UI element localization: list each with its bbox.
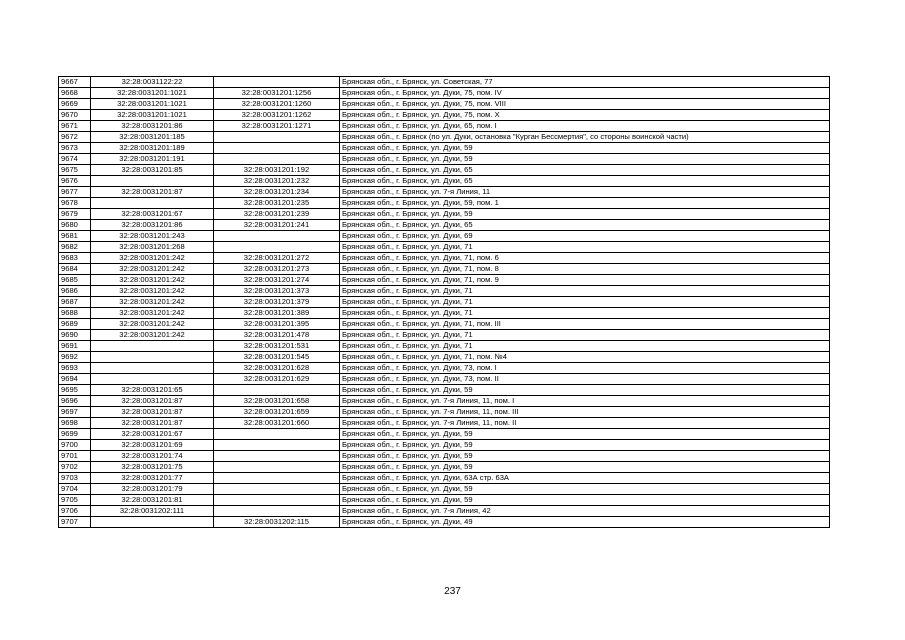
address-cell: Брянская обл., г. Брянск, ул. Советская, 77 (340, 77, 830, 88)
address-cell: Брянская обл., г. Брянск, ул. Дуки, 71 (340, 297, 830, 308)
object-cadastral-number-cell: 32:28:0031201:629 (214, 374, 340, 385)
row-number-cell: 9672 (59, 132, 91, 143)
row-number-cell: 9688 (59, 308, 91, 319)
address-cell: Брянская обл., г. Брянск, ул. Дуки, 71, пом. III (340, 319, 830, 330)
row-number-cell: 9701 (59, 451, 91, 462)
object-cadastral-number-cell (214, 231, 340, 242)
table-row (59, 374, 830, 385)
address-cell: Брянская обл., г. Брянск, ул. Дуки, 71 (340, 286, 830, 297)
object-cadastral-number-cell: 32:28:0031201:658 (214, 396, 340, 407)
table-row (59, 440, 830, 451)
table-row (59, 286, 830, 297)
row-number-cell: 9685 (59, 275, 91, 286)
address-cell: Брянская обл., г. Брянск, ул. Дуки, 59 (340, 154, 830, 165)
address-cell: Брянская обл., г. Брянск, ул. Дуки, 59 (340, 484, 830, 495)
object-cadastral-number-cell (214, 462, 340, 473)
cadastral-number-cell: 32:28:0031201:1021 (91, 110, 214, 121)
cadastral-number-cell: 32:28:0031201:74 (91, 451, 214, 462)
table-row (59, 143, 830, 154)
cadastral-number-cell: 32:28:0031201:242 (91, 319, 214, 330)
row-number-cell: 9692 (59, 352, 91, 363)
row-number-cell: 9690 (59, 330, 91, 341)
cadastral-number-cell: 32:28:0031201:185 (91, 132, 214, 143)
cadastral-number-cell: 32:28:0031201:87 (91, 407, 214, 418)
table-row (59, 330, 830, 341)
row-number-cell: 9675 (59, 165, 91, 176)
cadastral-number-cell: 32:28:0031201:242 (91, 330, 214, 341)
cadastral-number-cell: 32:28:0031201:242 (91, 253, 214, 264)
address-cell: Брянская обл., г. Брянск, ул. Дуки, 71, пом. №4 (340, 352, 830, 363)
address-cell: Брянская обл., г. Брянск, ул. Дуки, 65 (340, 176, 830, 187)
row-number-cell: 9695 (59, 385, 91, 396)
cadastral-number-cell: 32:28:0031201:81 (91, 495, 214, 506)
cadastral-number-cell: 32:28:0031122:22 (91, 77, 214, 88)
row-number-cell: 9668 (59, 88, 91, 99)
cadastral-number-cell (91, 341, 214, 352)
cadastral-number-cell: 32:28:0031202:111 (91, 506, 214, 517)
row-number-cell: 9677 (59, 187, 91, 198)
cadastral-number-cell: 32:28:0031201:243 (91, 231, 214, 242)
object-cadastral-number-cell: 32:28:0031201:659 (214, 407, 340, 418)
object-cadastral-number-cell: 32:28:0031201:628 (214, 363, 340, 374)
cadastral-number-cell: 32:28:0031201:86 (91, 220, 214, 231)
table-row (59, 77, 830, 88)
row-number-cell: 9703 (59, 473, 91, 484)
object-cadastral-number-cell: 32:28:0031201:373 (214, 286, 340, 297)
property-register-table (58, 76, 830, 528)
table-row (59, 473, 830, 484)
table-row (59, 517, 830, 528)
address-cell: Брянская обл., г. Брянск, ул. Дуки, 59 (340, 440, 830, 451)
object-cadastral-number-cell: 32:28:0031201:478 (214, 330, 340, 341)
address-cell: Брянская обл., г. Брянск, ул. Дуки, 59, пом. 1 (340, 198, 830, 209)
object-cadastral-number-cell: 32:28:0031201:274 (214, 275, 340, 286)
object-cadastral-number-cell: 32:28:0031201:545 (214, 352, 340, 363)
object-cadastral-number-cell (214, 132, 340, 143)
address-cell: Брянская обл., г. Брянск, ул. Дуки, 71 (340, 308, 830, 319)
table-row (59, 363, 830, 374)
address-cell: Брянская обл., г. Брянск, ул. Дуки, 75, пом. VIII (340, 99, 830, 110)
address-cell: Брянская обл., г. Брянск, ул. Дуки, 59 (340, 451, 830, 462)
table-row (59, 231, 830, 242)
address-cell: Брянская обл., г. Брянск, ул. Дуки, 71, пом. 8 (340, 264, 830, 275)
object-cadastral-number-cell (214, 154, 340, 165)
cadastral-number-cell: 32:28:0031201:1021 (91, 99, 214, 110)
row-number-cell: 9674 (59, 154, 91, 165)
row-number-cell: 9681 (59, 231, 91, 242)
table-row (59, 484, 830, 495)
table-row (59, 187, 830, 198)
cadastral-number-cell: 32:28:0031201:67 (91, 209, 214, 220)
object-cadastral-number-cell: 32:28:0031201:235 (214, 198, 340, 209)
object-cadastral-number-cell: 32:28:0031201:232 (214, 176, 340, 187)
object-cadastral-number-cell (214, 77, 340, 88)
table-row (59, 132, 830, 143)
address-cell: Брянская обл., г. Брянск, ул. Дуки, 71 (340, 242, 830, 253)
cadastral-number-cell: 32:28:0031201:242 (91, 286, 214, 297)
cadastral-number-cell: 32:28:0031201:86 (91, 121, 214, 132)
table-row (59, 451, 830, 462)
object-cadastral-number-cell: 32:28:0031202:115 (214, 517, 340, 528)
row-number-cell: 9673 (59, 143, 91, 154)
cadastral-number-cell (91, 363, 214, 374)
address-cell: Брянская обл., г. Брянск, ул. 7-я Линия, 11, пом. III (340, 407, 830, 418)
object-cadastral-number-cell (214, 385, 340, 396)
address-cell: Брянская обл., г. Брянск, ул. 7-я Линия, 11 (340, 187, 830, 198)
cadastral-number-cell: 32:28:0031201:79 (91, 484, 214, 495)
cadastral-number-cell: 32:28:0031201:242 (91, 275, 214, 286)
row-number-cell: 9687 (59, 297, 91, 308)
address-cell: Брянская обл., г. Брянск, ул. Дуки, 71 (340, 330, 830, 341)
cadastral-number-cell: 32:28:0031201:87 (91, 418, 214, 429)
row-number-cell: 9671 (59, 121, 91, 132)
table-row (59, 462, 830, 473)
cadastral-number-cell: 32:28:0031201:85 (91, 165, 214, 176)
address-cell: Брянская обл., г. Брянск, ул. Дуки, 73, пом. II (340, 374, 830, 385)
object-cadastral-number-cell: 32:28:0031201:192 (214, 165, 340, 176)
table-row (59, 242, 830, 253)
row-number-cell: 9694 (59, 374, 91, 385)
row-number-cell: 9678 (59, 198, 91, 209)
row-number-cell: 9682 (59, 242, 91, 253)
cadastral-number-cell: 32:28:0031201:242 (91, 264, 214, 275)
row-number-cell: 9686 (59, 286, 91, 297)
object-cadastral-number-cell (214, 429, 340, 440)
table-row (59, 319, 830, 330)
address-cell: Брянская обл., г. Брянск, ул. Дуки, 65 (340, 220, 830, 231)
row-number-cell: 9683 (59, 253, 91, 264)
row-number-cell: 9680 (59, 220, 91, 231)
address-cell: Брянская обл., г. Брянск, ул. Дуки, 75, пом. IV (340, 88, 830, 99)
object-cadastral-number-cell: 32:28:0031201:241 (214, 220, 340, 231)
cadastral-number-cell: 32:28:0031201:65 (91, 385, 214, 396)
cadastral-number-cell: 32:28:0031201:268 (91, 242, 214, 253)
table-row (59, 88, 830, 99)
object-cadastral-number-cell: 32:28:0031201:239 (214, 209, 340, 220)
address-cell: Брянская обл., г. Брянск, ул. Дуки, 59 (340, 429, 830, 440)
object-cadastral-number-cell: 32:28:0031201:660 (214, 418, 340, 429)
table-row (59, 308, 830, 319)
row-number-cell: 9705 (59, 495, 91, 506)
table-row (59, 407, 830, 418)
address-cell: Брянская обл., г. Брянск, ул. Дуки, 59 (340, 143, 830, 154)
cadastral-number-cell (91, 352, 214, 363)
address-cell: Брянская обл., г. Брянск, ул. 7-я Линия, 11, пом. II (340, 418, 830, 429)
address-cell: Брянская обл., г. Брянск, ул. 7-я Линия, 42 (340, 506, 830, 517)
row-number-cell: 9704 (59, 484, 91, 495)
cadastral-number-cell: 32:28:0031201:1021 (91, 88, 214, 99)
address-cell: Брянская обл., г. Брянск, ул. Дуки, 59 (340, 209, 830, 220)
table-row (59, 99, 830, 110)
object-cadastral-number-cell (214, 484, 340, 495)
cadastral-number-cell: 32:28:0031201:87 (91, 187, 214, 198)
address-cell: Брянская обл., г. Брянск, ул. Дуки, 65 (340, 165, 830, 176)
cadastral-number-cell (91, 374, 214, 385)
object-cadastral-number-cell (214, 440, 340, 451)
object-cadastral-number-cell: 32:28:0031201:531 (214, 341, 340, 352)
row-number-cell: 9679 (59, 209, 91, 220)
address-cell: Брянская обл., г. Брянск, ул. Дуки, 75, пом. X (340, 110, 830, 121)
table-row (59, 297, 830, 308)
object-cadastral-number-cell (214, 506, 340, 517)
page-number: 237 (444, 586, 461, 597)
row-number-cell: 9669 (59, 99, 91, 110)
address-cell: Брянская обл., г. Брянск, ул. Дуки, 69 (340, 231, 830, 242)
object-cadastral-number-cell: 32:28:0031201:234 (214, 187, 340, 198)
table-row (59, 110, 830, 121)
address-cell: Брянская обл., г. Брянск, ул. Дуки, 59 (340, 495, 830, 506)
cadastral-number-cell: 32:28:0031201:242 (91, 297, 214, 308)
table-row (59, 418, 830, 429)
object-cadastral-number-cell (214, 451, 340, 462)
row-number-cell: 9670 (59, 110, 91, 121)
table-row (59, 385, 830, 396)
cadastral-number-cell: 32:28:0031201:242 (91, 308, 214, 319)
address-cell: Брянская обл., г. Брянск, ул. Дуки, 71, пом. 9 (340, 275, 830, 286)
table-row (59, 341, 830, 352)
cadastral-number-cell (91, 176, 214, 187)
cadastral-number-cell: 32:28:0031201:67 (91, 429, 214, 440)
cadastral-number-cell: 32:28:0031201:189 (91, 143, 214, 154)
row-number-cell: 9689 (59, 319, 91, 330)
row-number-cell: 9699 (59, 429, 91, 440)
address-cell: Брянская обл., г. Брянск, ул. 7-я Линия, 11, пом. I (340, 396, 830, 407)
object-cadastral-number-cell (214, 143, 340, 154)
address-cell: Брянская обл., г. Брянск, ул. Дуки, 49 (340, 517, 830, 528)
object-cadastral-number-cell: 32:28:0031201:272 (214, 253, 340, 264)
cadastral-number-cell (91, 198, 214, 209)
address-cell: Брянская обл., г. Брянск, ул. Дуки, 73, пом. I (340, 363, 830, 374)
object-cadastral-number-cell: 32:28:0031201:1262 (214, 110, 340, 121)
row-number-cell: 9702 (59, 462, 91, 473)
address-cell: Брянская обл., г. Брянск, ул. Дуки, 59 (340, 462, 830, 473)
object-cadastral-number-cell (214, 473, 340, 484)
address-cell: Брянская обл., г. Брянск (по ул. Дуки, остановка "Курган Бессмертия", со стороны воинской части) (340, 132, 830, 143)
object-cadastral-number-cell: 32:28:0031201:273 (214, 264, 340, 275)
row-number-cell: 9667 (59, 77, 91, 88)
cadastral-number-cell: 32:28:0031201:191 (91, 154, 214, 165)
object-cadastral-number-cell (214, 242, 340, 253)
row-number-cell: 9698 (59, 418, 91, 429)
table-row (59, 352, 830, 363)
table-row (59, 176, 830, 187)
table-row (59, 154, 830, 165)
object-cadastral-number-cell (214, 495, 340, 506)
table-row (59, 275, 830, 286)
object-cadastral-number-cell: 32:28:0031201:395 (214, 319, 340, 330)
object-cadastral-number-cell: 32:28:0031201:379 (214, 297, 340, 308)
row-number-cell: 9684 (59, 264, 91, 275)
register-table-body (59, 77, 830, 528)
row-number-cell: 9696 (59, 396, 91, 407)
row-number-cell: 9707 (59, 517, 91, 528)
row-number-cell: 9697 (59, 407, 91, 418)
cadastral-number-cell: 32:28:0031201:77 (91, 473, 214, 484)
table-row (59, 209, 830, 220)
cadastral-number-cell: 32:28:0031201:69 (91, 440, 214, 451)
object-cadastral-number-cell: 32:28:0031201:389 (214, 308, 340, 319)
cadastral-number-cell (91, 517, 214, 528)
cadastral-number-cell: 32:28:0031201:75 (91, 462, 214, 473)
table-row (59, 495, 830, 506)
address-cell: Брянская обл., г. Брянск, ул. Дуки, 59 (340, 385, 830, 396)
table-row (59, 264, 830, 275)
address-cell: Брянская обл., г. Брянск, ул. Дуки, 63А стр. 63А (340, 473, 830, 484)
table-row (59, 165, 830, 176)
row-number-cell: 9676 (59, 176, 91, 187)
row-number-cell: 9693 (59, 363, 91, 374)
table-row (59, 220, 830, 231)
address-cell: Брянская обл., г. Брянск, ул. Дуки, 65, пом. I (340, 121, 830, 132)
row-number-cell: 9706 (59, 506, 91, 517)
table-row (59, 121, 830, 132)
row-number-cell: 9691 (59, 341, 91, 352)
table-row (59, 506, 830, 517)
table-row (59, 429, 830, 440)
object-cadastral-number-cell: 32:28:0031201:1271 (214, 121, 340, 132)
table-row (59, 396, 830, 407)
table-row (59, 198, 830, 209)
object-cadastral-number-cell: 32:28:0031201:1256 (214, 88, 340, 99)
address-cell: Брянская обл., г. Брянск, ул. Дуки, 71, пом. 6 (340, 253, 830, 264)
address-cell: Брянская обл., г. Брянск, ул. Дуки, 71 (340, 341, 830, 352)
cadastral-number-cell: 32:28:0031201:87 (91, 396, 214, 407)
row-number-cell: 9700 (59, 440, 91, 451)
object-cadastral-number-cell: 32:28:0031201:1260 (214, 99, 340, 110)
table-row (59, 253, 830, 264)
